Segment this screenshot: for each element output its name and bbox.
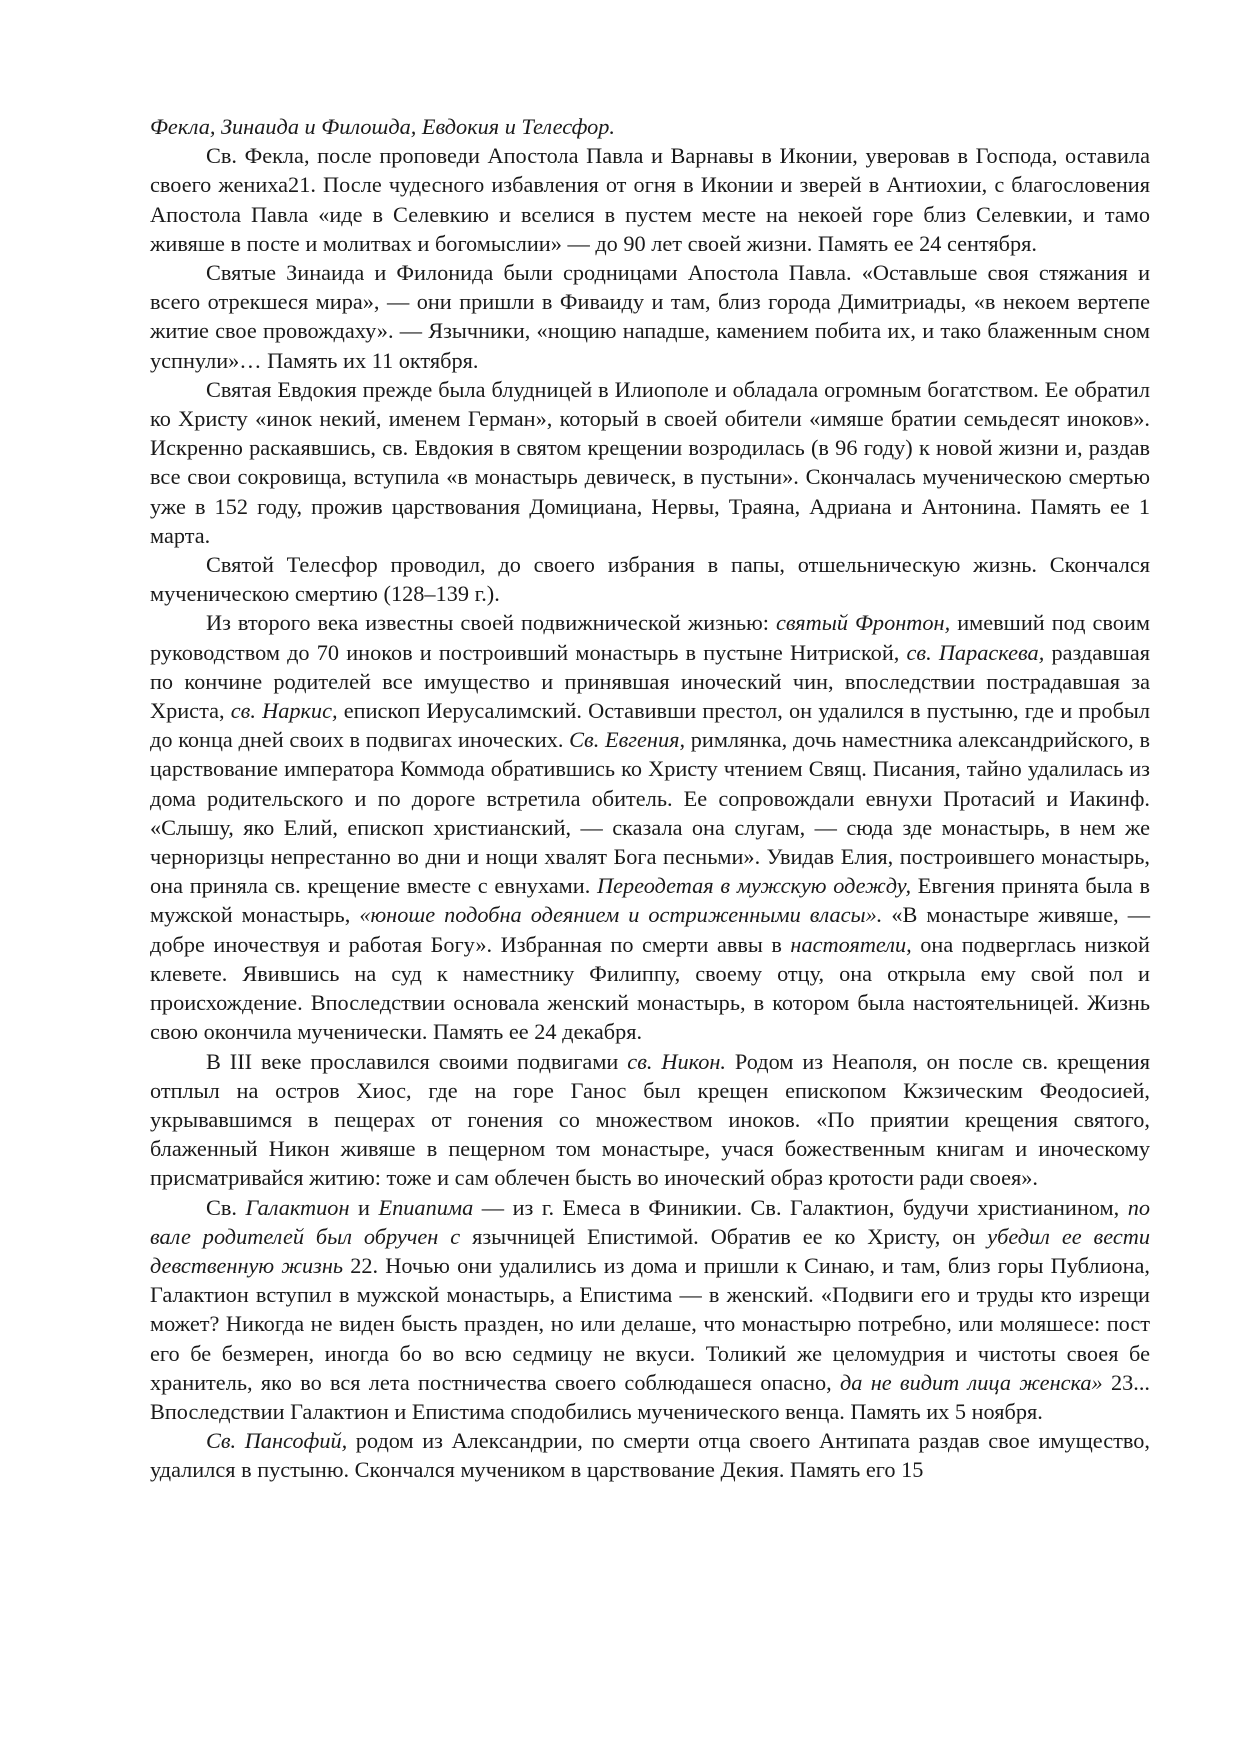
italic-text: св. Никон. <box>627 1048 726 1074</box>
text-run: Из второго века известны своей подвижнической жизнью: <box>206 610 776 636</box>
italic-text: св. Параскева, <box>906 639 1045 665</box>
italic-text: настоятели, <box>790 931 912 957</box>
text-run: Св. Фекла, после проповеди Апостола Павла и Варнавы в Иконии, уверовав в Господа, оставила своего жениха21. После чудесного избавления от огня в Иконии и зверей в Антиохии, с благословения Апостола Павла «иде в Селевкию и вселися в пустем месте на некоей горе близ Селевкии, и тамо живяше в посте и молитвах и богомыслии» — до 90 лет своей жизни. Память ее 24 сентября. <box>150 143 1150 256</box>
paragraph <box>150 375 1150 550</box>
italic-text: Переодетая в мужскую одежду, <box>597 873 912 899</box>
text-run: римлянка, дочь наместника александрийского, в царствование императора Коммода обратившись ко Христу чтением Свящ. Писания, тайно удалилась из дома родительского и по дороге встретила обитель. Ее сопровождали евнухи Протасий и Иакинф. «Слышу, яко Елий, епископ христианский, — сказала она слугам, — сюда зде монастырь, в нем же черноризцы непрестанно во дни и нощи хвалят Бога песньми». Увидав Елия, построившего монастырь, она приняла св. крещение вместе с евнухами. <box>150 727 1150 899</box>
italic-text: убедил ее вести девственную жизнь <box>150 1223 1150 1278</box>
document-page <box>150 112 1150 1485</box>
italic-text: Св. Евгения, <box>569 727 686 753</box>
text-run: Св. <box>206 1194 246 1220</box>
text-run: Святой Телесфор проводил, до своего избрания в папы, отшельническую жизнь. Скончался мученическою смертию (128–139 г.). <box>150 552 1150 607</box>
text-run: В III веке прославился своими подвигами <box>206 1048 628 1074</box>
italic-text: Епиапима <box>378 1194 474 1220</box>
text-run: — из г. Емеса в Финикии. Св. Галактион, будучи христианином, <box>473 1194 1128 1220</box>
italic-text: «юноше подобна одеянием и остриженными власы». <box>359 902 883 928</box>
text-run: «В монастыре живяше, — добре иночествуя и работая Богу». Избранная по смерти аввы в <box>150 902 1150 957</box>
text-run: 23... Впоследствии Галактион и Епистима сподобились мученического венца. Память их 5 ноября. <box>150 1369 1151 1424</box>
text-run: она подверглась низкой клевете. Явившись на суд к наместнику Филиппу, своему отцу, она открыла ему свой пол и происхождение. Впоследствии основала женский монастырь, в котором была настоятельницей. Жизнь свою окончила мученически. Память ее 24 декабря. <box>150 931 1150 1045</box>
paragraph <box>150 1047 1150 1193</box>
italic-text: св. Наркис, <box>230 698 338 724</box>
italic-text: да не видит лица женска» <box>840 1369 1103 1395</box>
paragraph <box>150 550 1150 608</box>
text-run: Святая Евдокия прежде была блудницей в Илиополе и обладала огромным богатством. Ее обратил ко Христу «инок некий, именем Герман», который в своей обители «имяше братии семьдесят иноков». Искренно раскаявшись, св. Евдокия в святом крещении возродилась (в 96 году) к новой жизни и, раздав все свои сокровища, вступила «в монастырь девическ, в пустыни». Скончалась мученическою смертью уже в 152 году, прожив царствования Домициана, Нервы, Траяна, Адриана и Антонина. Память ее 1 марта. <box>150 376 1150 548</box>
italic-text: Фекла, Зинаида и Филошда, Евдокия и Телесфор. <box>150 114 616 139</box>
text-run: раздавшая по кончине родителей все имущество и принявшая иноческий чин, впоследствии пострадавшая за Христа, <box>150 639 1150 724</box>
text-run: епископ Иерусалимский. Оставивши престол, он удалился в пустыню, где и пробыл до конца дней своих в подвигах иноческих. <box>150 698 1151 753</box>
text-run: Евгения принята была в мужской монастырь, <box>150 873 1151 928</box>
text-run: и <box>349 1194 379 1220</box>
italic-text: Св. Пансофий, <box>206 1428 348 1454</box>
paragraph <box>150 258 1150 375</box>
text-run: имевший под своим руководством до 70 иноков и построивший монастырь в пустыне Нитриской, <box>150 610 1151 665</box>
text-run: Святые Зинаида и Филонида были сродницами Апостола Павла. «Оставльше своя стяжания и всего отрекшеся мира», — они пришли в Фиваиду и там, близ города Димитриады, «в некоем вертепе житие свое провождаху». — Язычники, «нощию нападше, камением побита их, и тако блаженным сном успнули»… Память их 11 октября. <box>150 260 1150 373</box>
paragraph <box>150 141 1150 258</box>
text-run: Родом из Неаполя, он после св. крещения отплыл на остров Хиос, где на горе Ганос был крещен епископом Кжзическим Феодосией, укрывавшимся в пещерах от гонения со множеством иноков. «По приятии крещения святого, блаженный Никон живяше в пещерном том монастыре, учася божественным книгам и иноческому присматривайся житию: тоже и сам облечен бысть во иноческий образ кротости ради своея». <box>150 1048 1150 1191</box>
italic-text: по вале родителей был обручен с <box>150 1194 1150 1249</box>
italic-text: Галактион <box>245 1194 350 1220</box>
paragraph <box>150 608 1150 1046</box>
text-run: 22. Ночью они удалились из дома и пришли к Синаю, и там, близ горы Публиона, Галактион вступил в мужской монастырь, а Епистима — в женский. «Подвиги его и труды кто изрещи может? Никогда не виден бысть празден, но или делаше, что монастырю потребно, или моляшесе: пост его бе безмерен, иногда бо во всю седмицу не вкуси. Толикий же целомудрия и чистоты своея бе хранитель, яко во вся лета постничества своего соблюдашеся опасно, <box>150 1252 1150 1395</box>
paragraph <box>150 1193 1150 1427</box>
paragraph <box>150 1426 1150 1484</box>
italic-text: святый Фронтон, <box>775 610 951 636</box>
section-heading <box>150 112 1150 141</box>
text-run: язычницей Епистимой. Обратив ее ко Христу, он <box>460 1223 988 1249</box>
text-run: родом из Александрии, по смерти отца своего Антипата раздав свое имущество, удалился в пустыню. Скончался мучеником в царствование Декия. Память его 15 <box>150 1428 1150 1483</box>
